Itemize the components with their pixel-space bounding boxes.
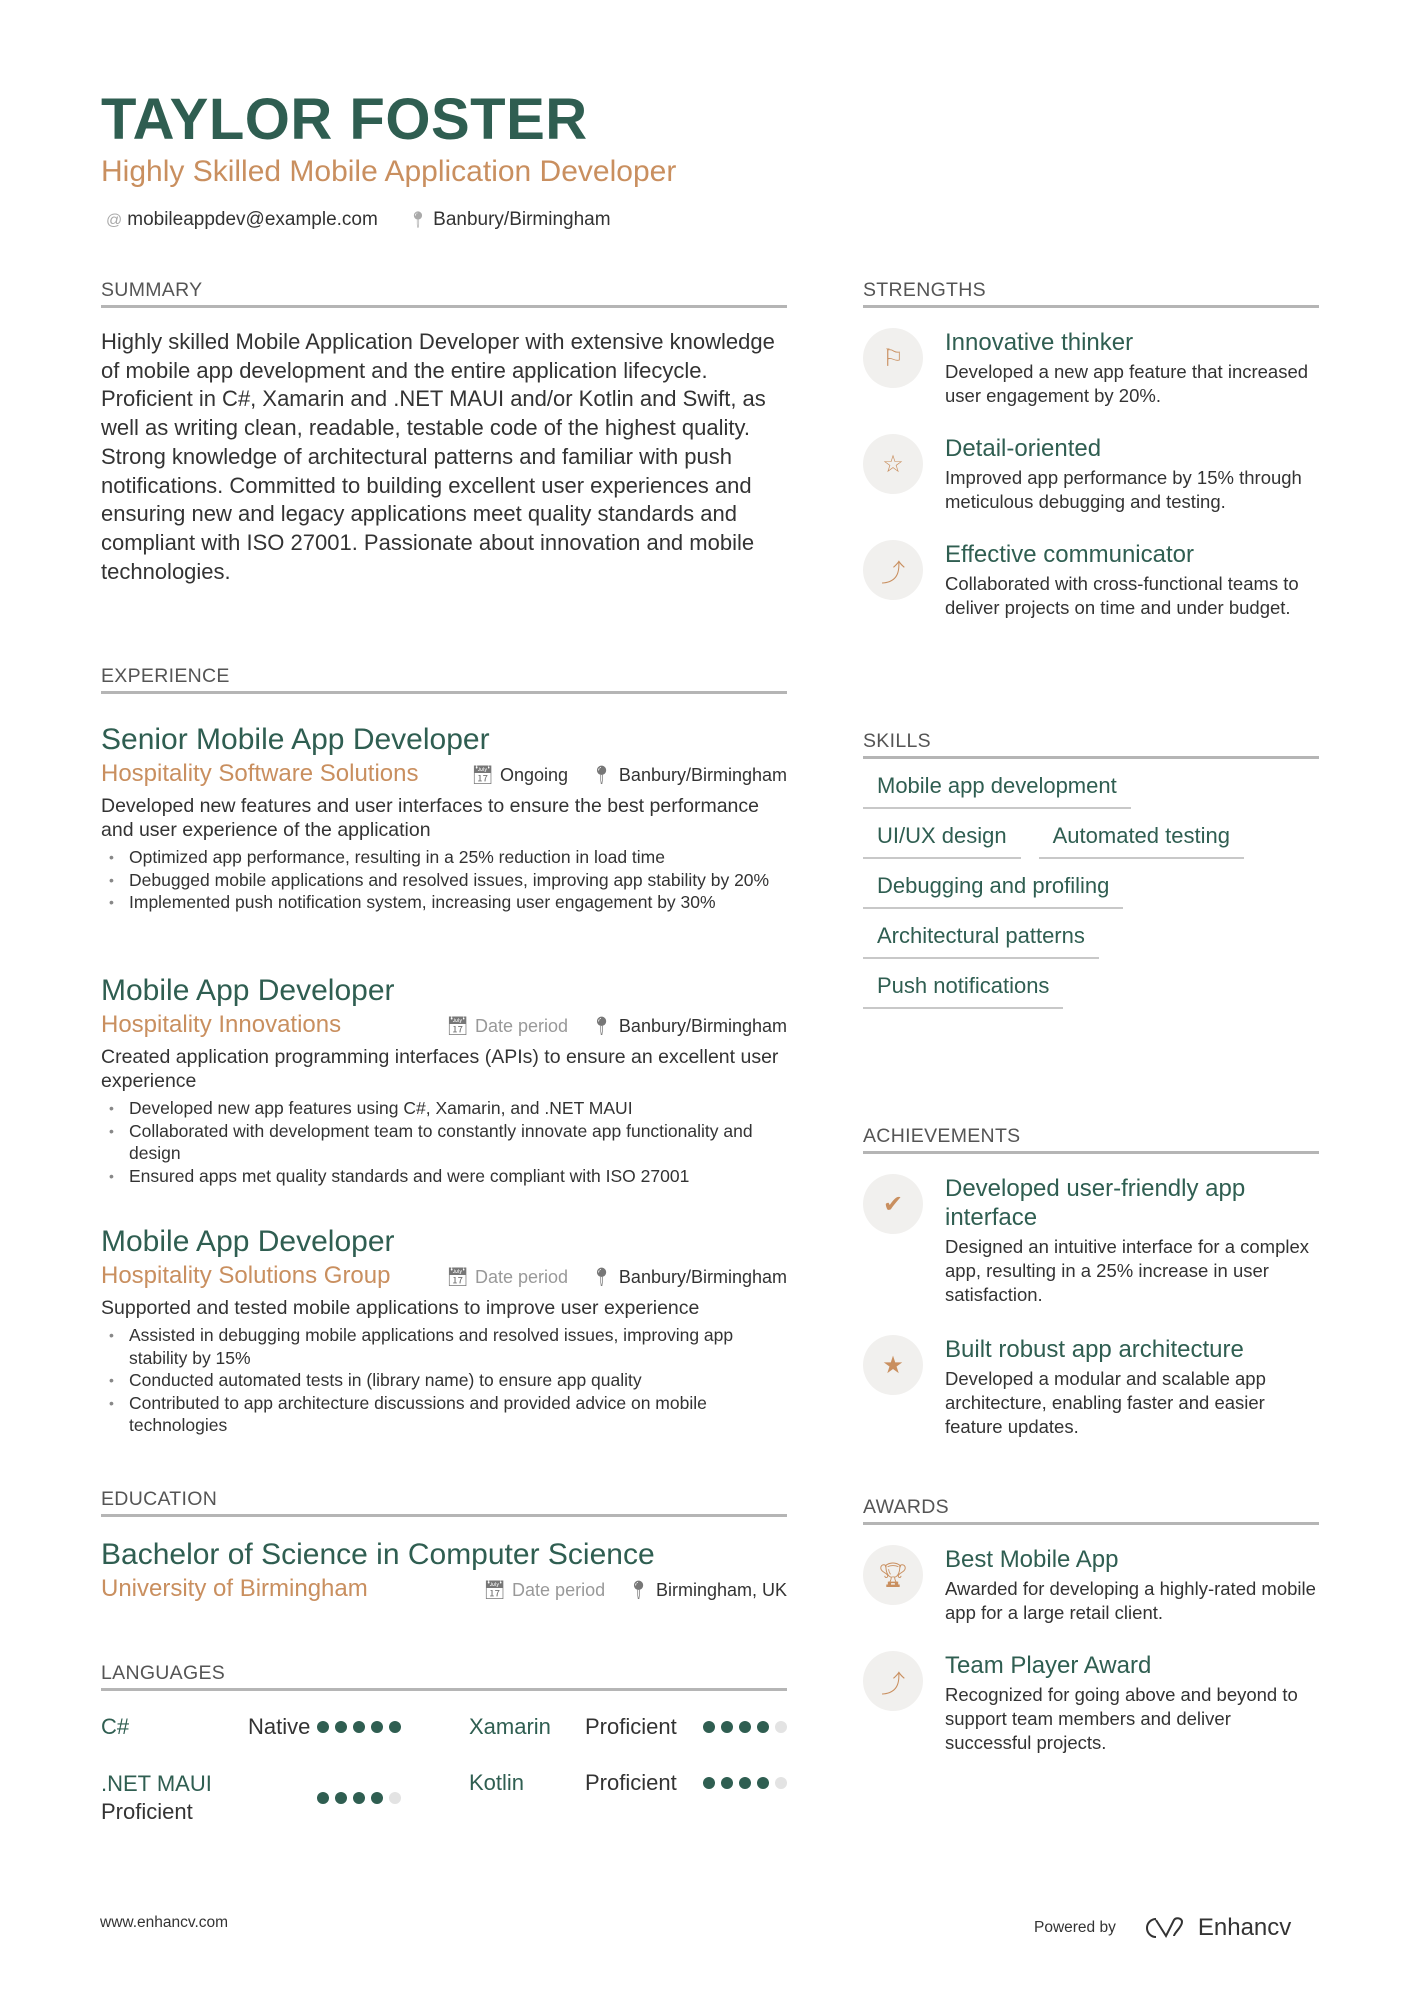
calendar-icon: 📅︎ xyxy=(471,765,494,785)
job-date: Date period xyxy=(475,1016,569,1036)
rating-dot xyxy=(389,1721,401,1733)
strengths-item xyxy=(863,328,1319,408)
powered-by-text: Powered by xyxy=(1034,1919,1116,1936)
rating-dot xyxy=(389,1792,401,1804)
job-bullet: • Conducted automated tests in (library name) to ensure app quality xyxy=(101,1369,787,1392)
skill-tag: Architectural patterns xyxy=(863,923,1099,959)
rating-dot xyxy=(371,1721,383,1733)
star-icon: ★ xyxy=(863,1335,923,1395)
company-name: Hospitality Software Solutions xyxy=(101,760,419,787)
candidate-title: Highly Skilled Mobile Application Developer xyxy=(101,155,677,188)
job-bullet: • Developed new app features using C#, Xamarin, and .NET MAUI xyxy=(101,1097,787,1120)
section-heading: STRENGTHS xyxy=(863,279,1319,308)
achievements-item xyxy=(863,1335,1319,1439)
section-heading: AWARDS xyxy=(863,1496,1319,1525)
job-bullet: • Ensured apps met quality standards and were compliant with ISO 27001 xyxy=(101,1165,787,1188)
language-level: Proficient xyxy=(585,1714,677,1739)
job-bullet: • Assisted in debugging mobile applications and resolved issues, improving app stability by 15% xyxy=(101,1324,787,1369)
job-entry xyxy=(101,973,787,1187)
skills-row xyxy=(863,773,1319,809)
skill-tag: Push notifications xyxy=(863,973,1063,1009)
section-heading-experience xyxy=(101,665,787,694)
email[interactable] xyxy=(106,209,378,231)
location xyxy=(408,209,611,231)
rating-dot xyxy=(353,1792,365,1804)
language-level: Proficient xyxy=(585,1770,677,1795)
education-section xyxy=(101,1488,787,1603)
job-description: Created application programming interfaces (APIs) to ensure an excellent user experience xyxy=(101,1046,779,1092)
skills-row xyxy=(863,923,1319,959)
rating-dot xyxy=(775,1777,787,1789)
calendar-icon: 📅︎ xyxy=(446,1016,469,1036)
flag-icon: ⚐ xyxy=(863,328,923,388)
language-name: Kotlin xyxy=(469,1770,525,1795)
section-heading: EXPERIENCE xyxy=(101,665,787,694)
location: Birmingham, UK xyxy=(655,1580,787,1600)
calendar-icon: 📅︎ xyxy=(446,1267,469,1287)
job-description: Developed new features and user interfaces to ensure the best performance and user experience of the application xyxy=(101,795,759,841)
company-name: Hospitality Innovations xyxy=(101,1011,342,1038)
rating-dot xyxy=(757,1777,769,1789)
job-bullet: • Collaborated with development team to constantly innovate app functionality and design xyxy=(101,1120,787,1165)
job-entry xyxy=(101,722,787,914)
language-item xyxy=(469,1770,787,1796)
star-half-icon: ☆ xyxy=(863,434,923,494)
rating-dot xyxy=(335,1721,347,1733)
rating-dot xyxy=(317,1792,329,1804)
at-icon: @ xyxy=(106,212,123,229)
rating-dot xyxy=(757,1721,769,1733)
awards-item xyxy=(863,1651,1319,1755)
rating-dot xyxy=(317,1721,329,1733)
company-name: Hospitality Solutions Group xyxy=(101,1262,391,1289)
rating-dot xyxy=(775,1721,787,1733)
rating-dot xyxy=(739,1777,751,1789)
summary-section xyxy=(101,279,787,586)
degree: Bachelor of Science in Computer Science xyxy=(101,1538,655,1571)
language-name: Xamarin xyxy=(469,1714,551,1739)
language-level: Native xyxy=(248,1714,311,1739)
item-description: Developed a modular and scalable app architecture, enabling faster and easier feature updates. xyxy=(945,1368,1266,1437)
job-entry xyxy=(101,1224,787,1437)
email-text: mobileappdev@example.com xyxy=(127,209,378,230)
job-title: Mobile App Developer xyxy=(101,974,395,1007)
item-description: Improved app performance by 15% through meticulous debugging and testing. xyxy=(945,467,1302,512)
rating-dot xyxy=(371,1792,383,1804)
school: University of Birmingham xyxy=(101,1575,368,1602)
rating-dot xyxy=(721,1721,733,1733)
skills-row xyxy=(863,823,1319,859)
enhancv-logo xyxy=(1142,1914,1291,1942)
language-rating xyxy=(317,1792,401,1804)
rating-dot xyxy=(739,1721,751,1733)
achievements-item xyxy=(863,1174,1319,1307)
language-rating xyxy=(317,1721,401,1733)
map-pin-icon: 📍︎ xyxy=(407,212,429,229)
skill-tag: UI/UX design xyxy=(863,823,1021,859)
strategy-icon: ⤴ xyxy=(863,1651,923,1711)
location-text: Banbury/Birmingham xyxy=(433,209,611,230)
language-item xyxy=(101,1714,419,1740)
job-bullet: • Contributed to app architecture discussions and provided advice on mobile technologies xyxy=(101,1392,787,1437)
map-pin-icon: 📍︎ xyxy=(627,1580,650,1600)
section-heading: LANGUAGES xyxy=(101,1662,787,1691)
item-title: Innovative thinker xyxy=(945,329,1134,356)
strengths-item xyxy=(863,434,1319,514)
enhancv-logo-icon xyxy=(1142,1916,1188,1940)
calendar-icon: 📅︎ xyxy=(483,1580,507,1600)
item-description: Collaborated with cross-functional teams to deliver projects on time and under budget. xyxy=(945,573,1299,618)
brand-name: Enhancv xyxy=(1197,1914,1292,1941)
rating-dot xyxy=(703,1777,715,1789)
skill-tag: Debugging and profiling xyxy=(863,873,1123,909)
job-date: Date period xyxy=(475,1267,569,1287)
skills-row xyxy=(863,873,1319,909)
job-date: Ongoing xyxy=(500,765,569,785)
map-pin-icon: 📍︎ xyxy=(590,765,613,785)
rating-dot xyxy=(703,1721,715,1733)
skill-tag: Mobile app development xyxy=(863,773,1131,809)
job-location: Banbury/Birmingham xyxy=(618,765,787,785)
map-pin-icon: 📍︎ xyxy=(590,1267,613,1287)
job-location: Banbury/Birmingham xyxy=(618,1016,787,1036)
trophy-icon: 🏆︎ xyxy=(863,1545,923,1605)
item-description: Designed an intuitive interface for a complex app, resulting in a 25% increase in user satisfaction. xyxy=(945,1236,1310,1305)
strengths-section xyxy=(863,279,1319,620)
item-description: Recognized for going above and beyond to support team members and deliver successful projects. xyxy=(945,1684,1298,1753)
check-icon: ✔ xyxy=(863,1174,923,1234)
job-title: Mobile App Developer xyxy=(101,1225,395,1258)
date: Date period xyxy=(512,1580,606,1600)
achievements-section xyxy=(863,1125,1319,1439)
job-description: Supported and tested mobile applications to improve user experience xyxy=(101,1297,700,1319)
awards-section xyxy=(863,1496,1319,1755)
skills-row xyxy=(863,973,1319,1009)
language-rating xyxy=(703,1777,787,1789)
website-link[interactable]: www.enhancv.com xyxy=(100,1914,229,1931)
item-title: Detail-oriented xyxy=(945,435,1102,462)
summary-text: Highly skilled Mobile Application Developer with extensive knowledge of mobile app development and the entire application lifecycle. Proficient in C#, Xamarin and .NET MAUI and/or Kotlin and Swift, as well as writing clean, readable, testable code of the highest quality. Strong knowledge of architectural patterns and familiar with push notifications. Committed to building excellent user experiences and ensuring new and legacy applications meet quality standards and compliant with ISO 27001. Passionate about innovation and mobile technologies. xyxy=(101,329,775,584)
languages-section xyxy=(101,1662,787,1691)
candidate-name: TAYLOR FOSTER xyxy=(101,87,588,152)
item-title: Built robust app architecture xyxy=(945,1336,1244,1363)
strengths-item xyxy=(863,540,1319,620)
section-heading: EDUCATION xyxy=(101,1488,787,1517)
job-location: Banbury/Birmingham xyxy=(618,1267,787,1287)
item-title: Effective communicator xyxy=(945,541,1194,568)
skills-section xyxy=(863,730,1319,1023)
language-name: .NET MAUI xyxy=(101,1771,212,1796)
item-description: Developed a new app feature that increased user engagement by 20%. xyxy=(945,361,1309,406)
job-title: Senior Mobile App Developer xyxy=(101,723,490,756)
language-item xyxy=(469,1714,787,1740)
section-heading: ACHIEVEMENTS xyxy=(863,1125,1319,1154)
section-heading: SKILLS xyxy=(863,730,1319,759)
contact-info xyxy=(106,209,611,231)
strategy-icon: ⤴ xyxy=(863,540,923,600)
section-heading: SUMMARY xyxy=(101,279,787,308)
job-bullet: • Optimized app performance, resulting in a 25% reduction in load time xyxy=(101,846,787,869)
language-name: C# xyxy=(101,1714,130,1739)
language-rating xyxy=(703,1721,787,1733)
rating-dot xyxy=(353,1721,365,1733)
rating-dot xyxy=(721,1777,733,1789)
job-bullet: • Implemented push notification system, increasing user engagement by 30% xyxy=(101,891,787,914)
skill-tag: Automated testing xyxy=(1039,823,1244,859)
powered-by xyxy=(1034,1914,1291,1942)
rating-dot xyxy=(335,1792,347,1804)
item-description: Awarded for developing a highly-rated mobile app for a large retail client. xyxy=(945,1578,1316,1623)
awards-item xyxy=(863,1545,1319,1625)
item-title: Team Player Award xyxy=(945,1652,1152,1679)
map-pin-icon: 📍︎ xyxy=(590,1016,613,1036)
language-level: Proficient xyxy=(101,1799,193,1824)
language-item xyxy=(101,1770,419,1826)
job-bullet: • Debugged mobile applications and resolved issues, improving app stability by 20% xyxy=(101,869,787,892)
item-title: Best Mobile App xyxy=(945,1546,1119,1573)
item-title: Developed user-friendly app interface xyxy=(945,1175,1246,1231)
